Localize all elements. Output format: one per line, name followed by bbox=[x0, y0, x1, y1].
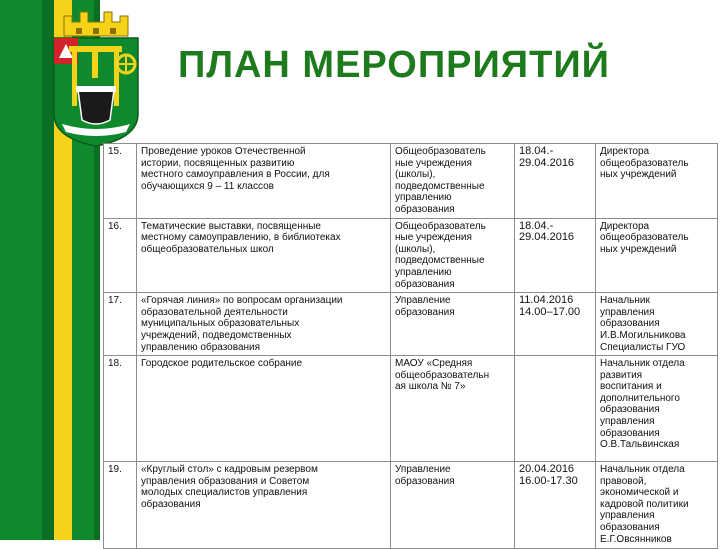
participants: Управление образования bbox=[391, 293, 515, 356]
left-stripe-green bbox=[0, 0, 42, 540]
responsible: Начальник управления образования И.В.Могильникова Специалисты ГУО bbox=[596, 293, 718, 356]
table-row bbox=[104, 218, 718, 293]
event-description: «Горячая линия» по вопросам организации образовательной деятельности муниципальных образовательных учреждений, подведомственных управлению образования bbox=[137, 293, 391, 356]
table-row bbox=[104, 293, 718, 356]
event-period: 11.04.2016 14.00–17.00 bbox=[515, 293, 596, 356]
event-description: Городское родительское собрание bbox=[137, 356, 391, 462]
event-period bbox=[515, 356, 596, 462]
event-period: 20.04.2016 16.00-17.30 bbox=[515, 462, 596, 549]
event-period: 18.04.- 29.04.2016 bbox=[515, 144, 596, 219]
event-description: Проведение уроков Отечественной истории, посвященных развитию местного самоуправления в России, для обучающихся 9 – 11 классов bbox=[137, 144, 391, 219]
participants: Общеобразователь ные учреждения (школы), подведомственные управлению образования bbox=[391, 144, 515, 219]
table-row bbox=[104, 144, 718, 219]
responsible: Начальник отдела правовой, экономической и кадровой политики управления образования Е.Г.Овсянников bbox=[596, 462, 718, 549]
event-period: 18.04.- 29.04.2016 bbox=[515, 218, 596, 293]
row-number: 16. bbox=[104, 218, 137, 293]
participants: МАОУ «Средняя общеобразовательн ая школа № 7» bbox=[391, 356, 515, 462]
participants: Общеобразователь ные учреждения (школы), подведомственные управлению образования bbox=[391, 218, 515, 293]
event-description: Тематические выставки, посвященные местному самоуправлению, в библиотеках общеобразовательных школ bbox=[137, 218, 391, 293]
row-number: 17. bbox=[104, 293, 137, 356]
row-number: 15. bbox=[104, 144, 137, 219]
participants: Управление образования bbox=[391, 462, 515, 549]
event-description: «Круглый стол» с кадровым резервом управления образования и Советом молодых специалистов управления образования bbox=[137, 462, 391, 549]
responsible: Начальник отдела развития воспитания и дополнительного образования управления образования О.В.Тальвинская bbox=[596, 356, 718, 462]
responsible: Директора общеобразователь ных учреждений bbox=[596, 218, 718, 293]
table-row bbox=[104, 356, 718, 462]
table-row bbox=[104, 462, 718, 549]
responsible: Директора общеобразователь ных учреждений bbox=[596, 144, 718, 219]
city-coat-of-arms-icon bbox=[42, 6, 150, 148]
row-number: 19. bbox=[104, 462, 137, 549]
events-table bbox=[103, 143, 718, 549]
row-number: 18. bbox=[104, 356, 137, 462]
page-title: ПЛАН МЕРОПРИЯТИЙ bbox=[178, 44, 610, 86]
